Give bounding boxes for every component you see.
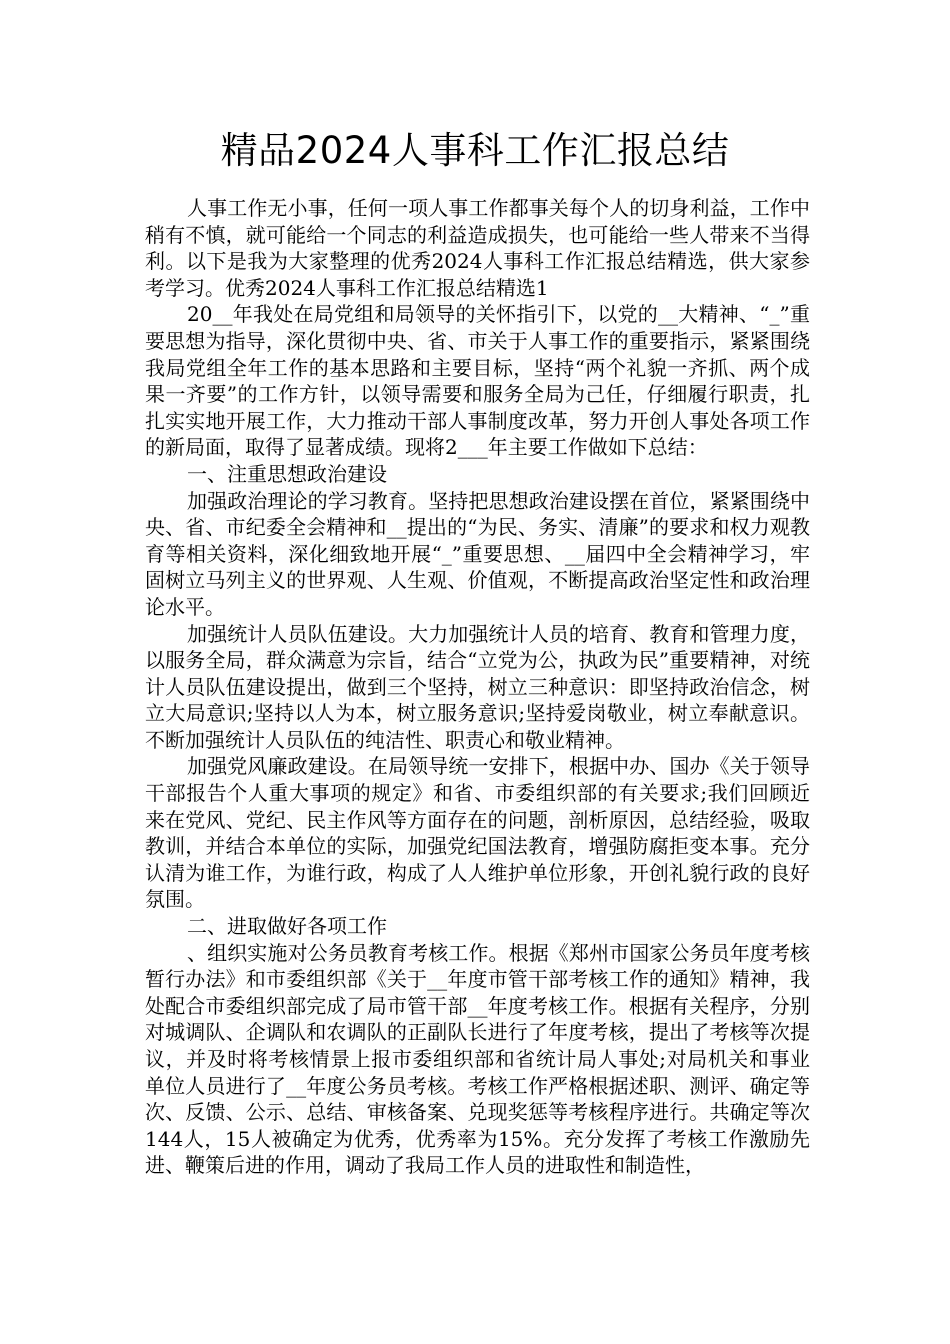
section-heading-political: 一、注重思想政治建设 bbox=[187, 461, 387, 486]
section-heading-work: 二、进取做好各项工作 bbox=[187, 914, 387, 939]
intro-paragraph: 人事工作无小事，任何一项人事工作都事关每个人的切身利益，工作中稍有不慎，就可能给一个同志的利益造成损失，也可能给一些人带来不当得利。以下是我为大家整理的优秀2024人事科工作汇报总结精选，供大家参考学习。优秀2024人事科工作汇报总结精选1 bbox=[145, 196, 810, 300]
integrity-paragraph: 加强党风廉政建设。在局领导统一安排下，根据中办、国办《关于领导干部报告个人重大事项的规定》和省、市委组织部的有关要求;我们回顾近来在党风、党纪、民主作风等方面存在的问题，剖析原因，总结经验，吸取教训，并结合本单位的实际，加强党纪国法教育，增强防腐拒变本事。充分认清为谁工作，为谁行政，构成了人人维护单位形象，开创礼貌行政的良好氛围。 bbox=[145, 754, 810, 912]
document-title: 精品2024人事科工作汇报总结 bbox=[220, 129, 730, 172]
staff-team-paragraph: 加强统计人员队伍建设。大力加强统计人员的培育、教育和管理力度，以服务全局，群众满意为宗旨，结合“立党为公，执政为民”重要精神，对统计人员队伍建设提出，做到三个坚持，树立三种意识：即坚持政治信念，树立大局意识;坚持以人为本，树立服务意识;坚持爱岗敬业，树立奉献意识。不断加强统计人员队伍的纯洁性、职责心和敬业精神。 bbox=[145, 621, 810, 752]
assessment-paragraph: 、组织实施对公务员教育考核工作。根据《郑州市国家公务员年度考核暂行办法》和市委组织部《关于__年度市管干部考核工作的通知》精神，我处配合市委组织部完成了局市管干部__年度考核工作。根据有关程序，分别对城调队、企调队和农调队的正副队长进行了年度考核，提出了考核等次提议，并及时将考核情景上报市委组织部和省统计局人事处;对局机关和事业单位人员进行了__年度公务员考核。考核工作严格根据述职、测评、确定等次、反馈、公示、总结、审核备案、兑现奖惩等考核程序进行。共确定等次144人，15人被确定为优秀，优秀率为15%。充分发挥了考核工作激励先进、鞭策后进的作用，调动了我局工作人员的进取性和制造性， bbox=[145, 940, 810, 1178]
document-body bbox=[145, 195, 810, 1179]
political-theory-paragraph: 加强政治理论的学习教育。坚持把思想政治建设摆在首位，紧紧围绕中央、省、市纪委全会精神和__提出的“为民、务实、清廉”的要求和权力观教育等相关资料，深化细致地开展“_”重要思想、__届四中全会精神学习，牢固树立马列主义的世界观、人生观、价值观，不断提高政治坚定性和政治理论水平。 bbox=[145, 488, 810, 619]
overview-paragraph: 20__年我处在局党组和局领导的关怀指引下，以党的__大精神、“_”重要思想为指导，深化贯彻中央、省、市关于人事工作的重要指示，紧紧围绕我局党组全年工作的基本思路和主要目标，坚持“两个礼貌一齐抓、两个成果一齐要”的工作方针，以领导需要和服务全局为己任，仔细履行职责，扎扎实实地开展工作，大力推动干部人事制度改革，努力开创人事处各项工作的新局面，取得了显著成绩。现将2___年主要工作做如下总结： bbox=[145, 302, 810, 460]
